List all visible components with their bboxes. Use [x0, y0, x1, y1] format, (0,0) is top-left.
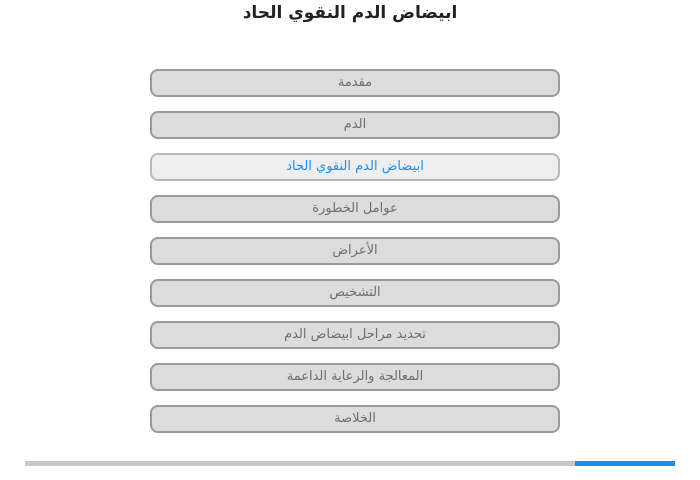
menu-item-symptoms[interactable]: الأعراض — [150, 237, 560, 265]
chapter-menu — [150, 69, 560, 447]
progress-bar — [25, 461, 675, 466]
menu-item-summary[interactable]: الخلاصة — [150, 405, 560, 433]
menu-item-staging[interactable]: تحديد مراحل ابيضاض الدم — [150, 321, 560, 349]
menu-item-risk-factors[interactable]: عوامل الخطورة — [150, 195, 560, 223]
page-title: ابيضاض الدم النقوي الحاد — [242, 3, 458, 23]
menu-item-introduction[interactable]: مقدمة — [150, 69, 560, 97]
menu-item-aml[interactable]: ابيضاض الدم النقوي الحاد — [150, 153, 560, 181]
menu-item-diagnosis[interactable]: التشخيص — [150, 279, 560, 307]
progress-bar-fill — [575, 461, 675, 466]
menu-item-treatment[interactable]: المعالجة والرعاية الداعمة — [150, 363, 560, 391]
menu-item-blood[interactable]: الدم — [150, 111, 560, 139]
